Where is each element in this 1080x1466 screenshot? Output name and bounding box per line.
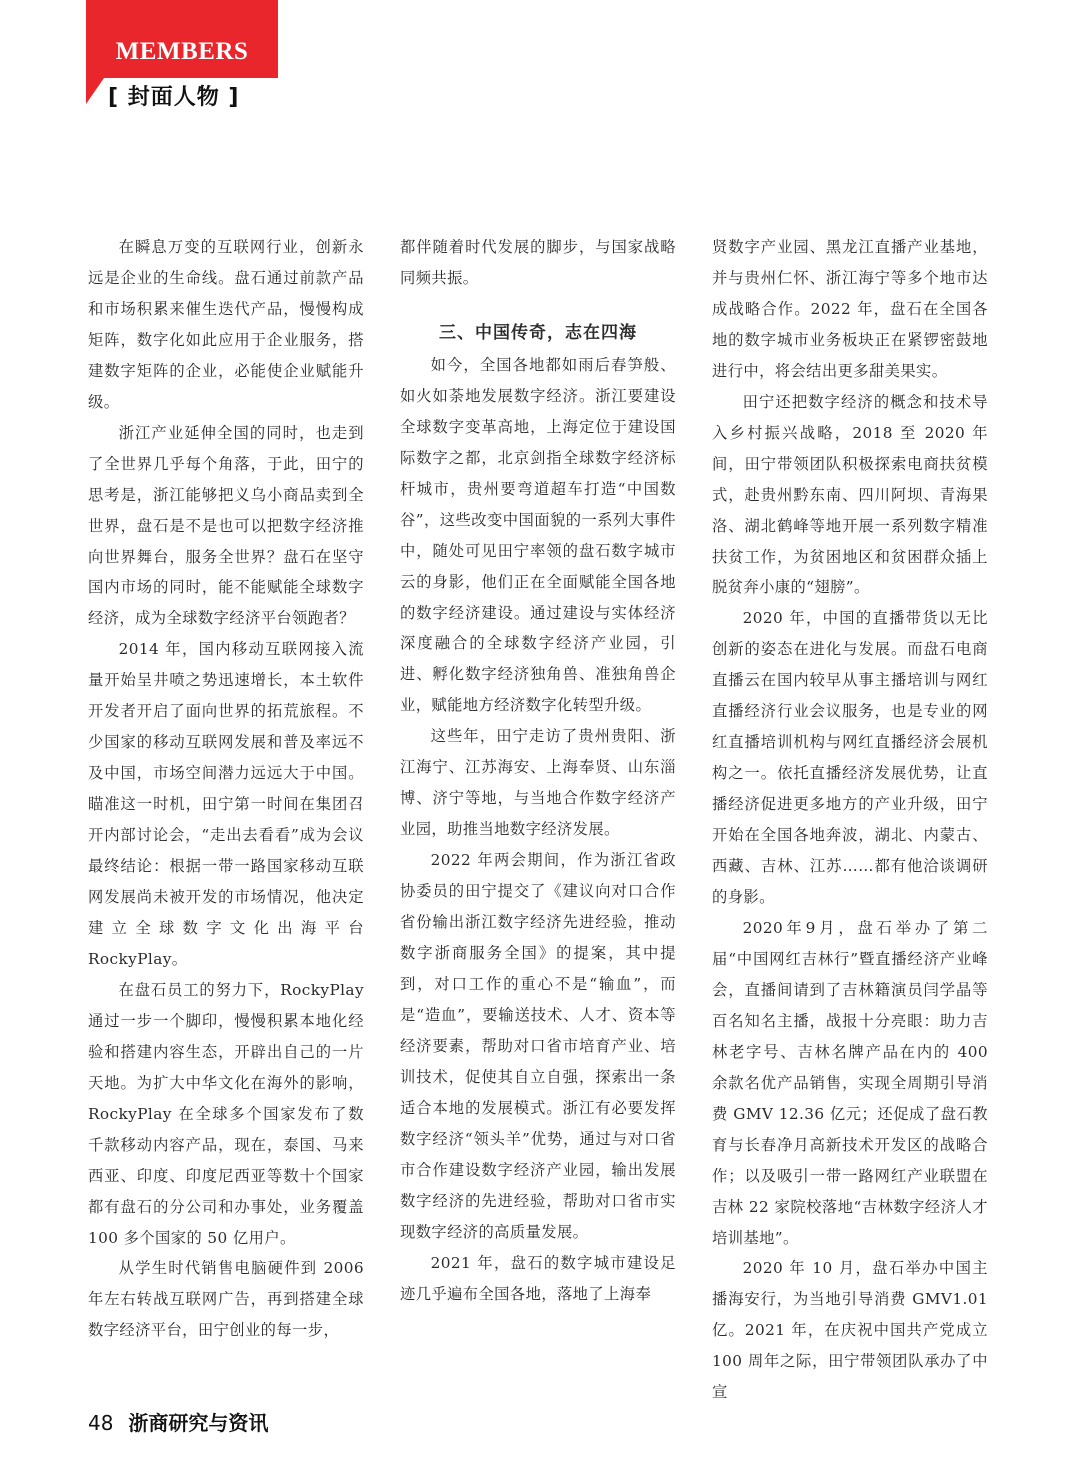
paragraph: 2020 年，中国的直播带货以无比创新的姿态在进化与发展。而盘石电商直播云在国内较早从事主播培训与网红直播经济行业会议服务，也是专业的网红直播培训机构与网红直播经济会展机构之一。依托直播经济发展优势，让直播经济促进更多地方的产业升级，田宁开始在全国各地奔波，湖北、内蒙古、西藏、吉林、江苏……都有他洽谈调研的身影。 (712, 609, 988, 907)
members-label: MEMBERS (115, 38, 249, 65)
paragraph: 如今，全国各地都如雨后春笋般、如火如荼地发展数字经济。浙江要建设全球数字变革高地，上海定位于建设国际数字之都，北京剑指全球数字经济标杆城市，贵州要弯道超车打造“中国数谷”，这些改变中国面貌的一系列大事件中，随处可见田宁率领的盘石数字城市云的身影，他们正在全面赋能全国各地的数字经济建设。通过建设与实体经济深度融合的全球数字经济产业园，引进、孵化数字经济独角兽、准独角兽企业，赋能地方经济数字化转型升级。 (400, 355, 676, 715)
paragraph: 在瞬息万变的互联网行业，创新永远是企业的生命线。盘石通过前款产品和市场积累来催生迭代产品，慢慢构成矩阵，数字化如此应用于企业服务，搭建数字矩阵的企业，必能使企业赋能升级。 (88, 238, 364, 411)
column-2 (400, 232, 676, 1309)
paragraph: 2020年9月，盘石举办了第二届“中国网红吉林行”暨直播经济产业峰会，直播间请到了吉林籍演员闫学晶等百名知名主播，战报十分亮眼：助力吉林老字号、吉林名牌产品在内的 400 余款名优产品销售，实现全周期引导消费 GMV 12.36 亿元；还促成了盘石教育与长春净月高新技术开发区的战略合作；以及吸引一带一路网红产业联盟在吉林 22 家院校落地“吉林数字经济人才培训基地”。 (712, 918, 988, 1247)
paragraph: 这些年，田宁走访了贵州贵阳、浙江海宁、江苏海安、上海奉贤、山东淄博、济宁等地，与当地合作数字经济产业园，助推当地数字经济发展。 (400, 727, 676, 839)
paragraph: 浙江产业延伸全国的同时，也走到了全世界几乎每个角落，于此，田宁的思考是，浙江能够把义乌小商品卖到全世界，盘石是不是也可以把数字经济推向世界舞台，服务全世界？盘石在坚守国内市场的同时，能不能赋能全球数字经济，成为全球数字经济平台领跑者？ (88, 423, 364, 628)
paragraph: 2021 年，盘石的数字城市建设足迹几乎遍布全国各地，落地了上海奉 (400, 1253, 676, 1303)
paragraph: 2014 年，国内移动互联网接入流量开始呈井喷之势迅速增长，本土软件开发者开启了面向世界的拓荒旅程。不少国家的移动互联网发展和普及率远不及中国，市场空间潜力远远大于中国。瞄准这一时机，田宁第一时间在集团召开内部讨论会，“走出去看看”成为会议最终结论：根据一带一路国家移动互联网发展尚未被开发的市场情况，他决定建立全球数字文化出海平台 RockyPlay。 (88, 640, 364, 968)
paragraph-continued: 都伴随着时代发展的脚步，与国家战略同频共振。 (400, 238, 676, 287)
paragraph: 2022 年两会期间，作为浙江省政协委员的田宁提交了《建议向对口合作省份输出浙江数字经济先进经验，推动数字浙商服务全国》的提案，其中提到，对口工作的重心不是“输血”，而是“造血”，要输送技术、人才、资本等经济要素，帮助对口省市培育产业、培训技术，促使其自立自强，探索出一条适合本地的发展模式。浙江有必要发挥数字经济“领头羊”优势，通过与对口省市合作建设数字经济产业园，输出发展数字经济的先进经验，帮助对口省市实现数字经济的高质量发展。 (400, 851, 676, 1241)
section-heading: 三、中国传奇，志在四海 (439, 322, 637, 343)
paragraph: 2020 年 10 月，盘石举办中国主播海安行，为当地引导消费 GMV1.01 亿。2021 年，在庆祝中国共产党成立 100 周年之际，田宁带领团队承办了中宣 (712, 1259, 988, 1402)
page-footer (88, 1407, 268, 1436)
paragraph: 在盘石员工的努力下，RockyPlay 通过一步一个脚印，慢慢积累本地化经验和搭建内容生态，开辟出自己的一片天地。为扩大中华文化在海外的影响，RockyPlay 在全球多个国家发布了数千款移动内容产品，现在，泰国、马来西亚、印度、印度尼西亚等数十个国家都有盘石的分公司和办事处，业务覆盖 100 多个国家的 50 亿用户。 (88, 980, 364, 1247)
paragraph-continued: 贤数字产业园、黑龙江直播产业基地，并与贵州仁怀、浙江海宁等多个地市达成战略合作。2022 年，盘石在全国各地的数字城市业务板块正在紧锣密鼓地进行中，将会结出更多甜美果实。 (712, 238, 988, 380)
column-3 (712, 232, 988, 1408)
publication-name: 浙商研究与资讯 (128, 1411, 269, 1435)
paragraph: 从学生时代销售电脑硬件到 2006 年左右转战互联网广告，再到搭建全球数字经济平台，田宁创业的每一步， (88, 1259, 364, 1340)
page-number: 48 (88, 1411, 114, 1435)
members-banner (86, 0, 278, 78)
section-label: [ 封面人物 ] (108, 85, 240, 110)
paragraph: 田宁还把数字经济的概念和技术导入乡村振兴战略，2018 至 2020 年间，田宁带领团队积极探索电商扶贫模式，赴贵州黔东南、四川阿坝、青海果洛、湖北鹤峰等地开展一系列数字精准扶贫工作，为贫困地区和贫困群众插上脱贫奔小康的“翅膀”。 (712, 392, 988, 597)
banner-tail (86, 78, 104, 104)
column-1 (88, 232, 364, 1346)
